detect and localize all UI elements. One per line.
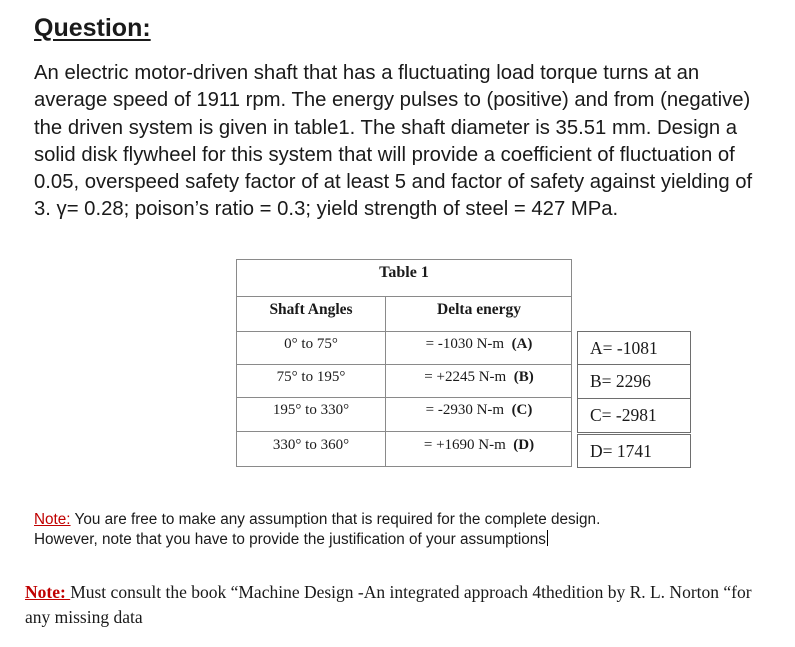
energy-table [236, 259, 572, 467]
question-text: An electric motor-driven shaft that has a fluctuating load torque turns at an average speed of 1911 rpm. The energy pulses to (positive) and from (negative) the driven system is given in table1. The shaft diameter is 35.51 mm. Design a solid disk flywheel for this system that will provide a coefficient of fluctuation of 0.05, overspeed safety factor of at least 5 and factor of safety against yielding of 3. γ= 0.28; poison’s ratio = 0.3; yield strength of steel = 427 MPa. [34, 62, 753, 221]
table-rule [237, 431, 571, 432]
row-angle: 195° to 330° [272, 402, 350, 418]
table-rule [237, 296, 571, 297]
row-angle: 0° to 75° [284, 336, 338, 352]
answer-box-a: A= -1081 [577, 331, 691, 365]
row-energy: = +1690 N-m (D) [423, 437, 535, 453]
row-angle: 330° to 360° [272, 437, 350, 453]
answer-box-b: B= 2296 [577, 365, 691, 399]
note-label: Note: [25, 582, 71, 602]
text-cursor[interactable] [547, 530, 548, 546]
answer-box-d: D= 1741 [577, 434, 691, 468]
row-energy: = +2245 N-m (B) [424, 369, 534, 385]
table-caption: Table 1 [379, 264, 429, 281]
table-rule [237, 364, 571, 365]
note-line-1: You are free to make any assumption that is required for the complete design. [70, 511, 601, 528]
reference-note [25, 580, 775, 630]
row-energy: = -2930 N-m (C) [425, 402, 533, 418]
header-delta-energy: Delta energy [437, 301, 521, 318]
header-shaft-angles: Shaft Angles [269, 301, 353, 318]
table-rule [237, 331, 571, 332]
answer-box-c: C= -2981 [577, 399, 691, 433]
question-heading: Question: [34, 14, 151, 42]
note-line-2: However, note that you have to provide the justification of your assumptions [34, 531, 546, 548]
assumption-note [34, 510, 600, 550]
row-angle: 75° to 195° [276, 369, 346, 385]
table-rule [237, 397, 571, 398]
note-label: Note: [34, 511, 71, 528]
row-energy: = -1030 N-m (A) [425, 336, 533, 352]
reference-note-text: Must consult the book “Machine Design -An integrated approach 4thedition by R. L. Norton “for any missing data [25, 582, 752, 627]
